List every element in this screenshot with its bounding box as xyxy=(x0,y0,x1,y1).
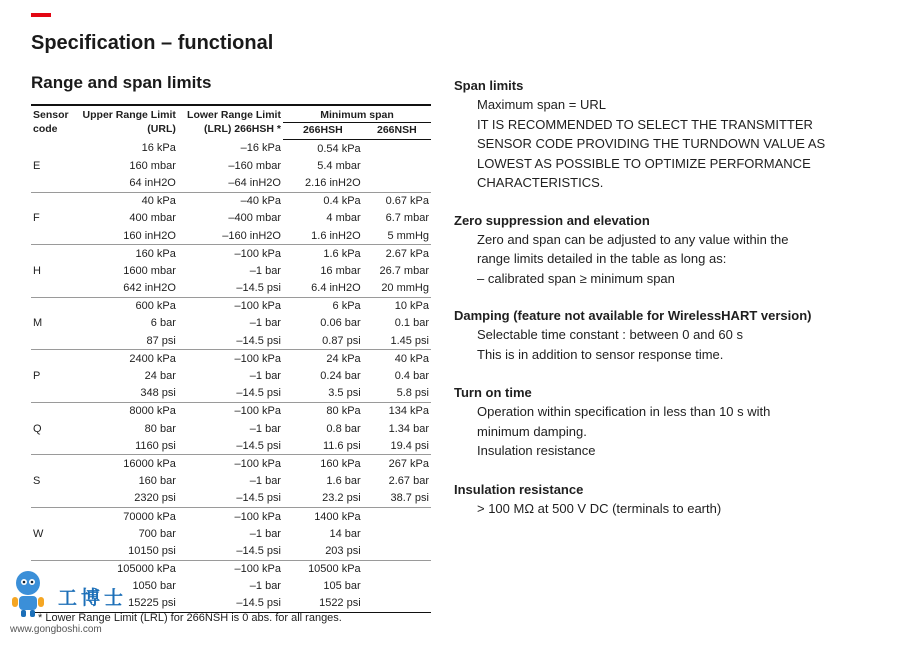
table-row xyxy=(31,455,431,473)
cell-sensor-code: S xyxy=(33,475,41,488)
cell-min-266hsh: 6 kPa xyxy=(283,297,363,315)
table-row xyxy=(31,525,431,542)
cell-min-266nsh xyxy=(363,560,431,578)
cell-min-266hsh: 24 kPa xyxy=(283,350,363,368)
cell-lrl: –14.5 psi xyxy=(236,334,281,347)
cell-min-266nsh: 40 kPa xyxy=(363,350,431,368)
cell-url: 2400 kPa xyxy=(75,350,178,368)
cell-sensor-code xyxy=(31,297,75,315)
cell-lrl: –100 kPa xyxy=(178,560,283,578)
cell-min-266nsh: 267 kPa xyxy=(363,455,431,473)
cell-sensor-code xyxy=(31,490,75,508)
cell-sensor-code xyxy=(31,437,75,455)
text-line: Insulation resistance xyxy=(477,443,596,458)
table-row xyxy=(31,402,431,420)
cell-lrl: –14.5 psi xyxy=(236,439,281,452)
cell-lrl: –100 kPa xyxy=(178,455,283,473)
cell-min-266hsh: 2.16 inH2O xyxy=(305,176,361,189)
cell-lrl: –100 kPa xyxy=(178,245,283,263)
cell-min-266nsh: 134 kPa xyxy=(363,402,431,420)
cell-min-266hsh: 105 bar xyxy=(323,580,361,593)
cell-sensor-code xyxy=(31,245,75,263)
table-row xyxy=(31,174,431,192)
turn-on-time-section xyxy=(454,383,874,461)
cell-url: 105000 kPa xyxy=(75,560,178,578)
section-title: Range and span limits xyxy=(31,73,212,92)
table-row xyxy=(31,315,431,332)
cell-url: 15225 psi xyxy=(75,595,178,613)
page-title: Specification – functional xyxy=(31,32,274,54)
insulation-heading: Insulation resistance xyxy=(454,481,584,497)
table-row xyxy=(31,367,431,384)
cell-min-266nsh: 0.1 bar xyxy=(394,317,429,330)
accent-bar xyxy=(31,13,51,17)
cell-url: 348 psi xyxy=(140,387,176,400)
cell-min-266hsh: 160 kPa xyxy=(283,455,363,473)
cell-url: 160 bar xyxy=(138,475,176,488)
cell-min-266nsh: 20 mmHg xyxy=(381,282,429,295)
watermark-chinese: 工博士 xyxy=(58,588,128,609)
header-266nsh: 266NSH xyxy=(363,123,431,140)
cell-lrl: –1 bar xyxy=(249,475,281,488)
cell-min-266hsh: 4 mbar xyxy=(326,212,361,225)
cell-lrl: –16 kPa xyxy=(240,142,281,155)
turn-on-time-heading: Turn on time xyxy=(454,385,532,400)
cell-min-266nsh: 2.67 kPa xyxy=(363,245,431,263)
cell-url: 642 inH2O xyxy=(123,282,176,295)
cell-url: 8000 kPa xyxy=(75,402,178,420)
cell-min-266nsh: 26.7 mbar xyxy=(379,264,429,277)
cell-min-266hsh: 14 bar xyxy=(329,527,361,540)
cell-sensor-code: E xyxy=(33,159,41,172)
cell-min-266hsh: 0.24 bar xyxy=(320,370,361,383)
cell-min-266hsh: 0.8 bar xyxy=(326,422,361,435)
cell-sensor-code: Q xyxy=(33,422,42,435)
header-url: Upper Range Limit (URL) xyxy=(75,105,178,140)
cell-url: 2320 psi xyxy=(134,492,176,505)
cell-lrl: –1 bar xyxy=(249,370,281,383)
cell-sensor-code xyxy=(31,507,75,525)
cell-sensor-code xyxy=(31,140,75,158)
cell-lrl: –100 kPa xyxy=(178,507,283,525)
cell-min-266hsh: 1400 kPa xyxy=(283,507,363,525)
table-row xyxy=(31,210,431,227)
cell-lrl: –1 bar xyxy=(249,527,281,540)
cell-url: 16000 kPa xyxy=(75,455,178,473)
table-row xyxy=(31,490,431,508)
cell-min-266hsh: 3.5 psi xyxy=(328,387,361,400)
table-row xyxy=(31,140,431,158)
cell-min-266nsh: 1.45 psi xyxy=(390,334,429,347)
cell-min-266nsh xyxy=(363,157,431,174)
span-limits-text xyxy=(477,95,874,193)
cell-min-266hsh: 10500 kPa xyxy=(283,560,363,578)
cell-min-266nsh: 5.8 psi xyxy=(396,387,429,400)
cell-min-266nsh: 19.4 psi xyxy=(390,439,429,452)
cell-min-266hsh: 1522 psi xyxy=(283,595,363,613)
cell-sensor-code xyxy=(31,280,75,298)
text-line: CHARACTERISTICS. xyxy=(477,175,604,190)
table-row xyxy=(31,507,431,525)
table-footnote: * Lower Range Limit (LRL) for 266NSH is 0 abs. for all ranges. xyxy=(38,612,342,624)
cell-lrl: –100 kPa xyxy=(178,297,283,315)
table-row xyxy=(31,280,431,298)
damping-section xyxy=(454,306,874,364)
cell-lrl: –400 mbar xyxy=(228,212,281,225)
table-row xyxy=(31,227,431,245)
cell-sensor-code xyxy=(31,385,75,403)
cell-url: 16 kPa xyxy=(141,142,176,155)
text-line: SENSOR CODE PROVIDING THE TURNDOWN VALUE AS xyxy=(477,136,826,151)
cell-min-266hsh: 11.6 psi xyxy=(322,439,361,452)
cell-sensor-code: W xyxy=(33,527,44,540)
watermark xyxy=(10,567,160,645)
header-sensor-code: Sensor code xyxy=(31,105,75,140)
table-row xyxy=(31,542,431,560)
cell-min-266hsh: 203 psi xyxy=(325,544,361,557)
cell-min-266nsh: 1.34 bar xyxy=(388,422,429,435)
table-row xyxy=(31,192,431,210)
cell-sensor-code xyxy=(31,455,75,473)
turn-on-time-text xyxy=(477,402,874,461)
cell-url: 160 inH2O xyxy=(123,229,176,242)
cell-url: 40 kPa xyxy=(75,192,178,210)
cell-url: 1600 mbar xyxy=(123,264,176,277)
cell-sensor-code: F xyxy=(33,212,40,225)
cell-url: 400 mbar xyxy=(129,212,176,225)
header-lrl: Lower Range Limit (LRL) 266HSH * xyxy=(178,105,283,140)
zero-suppression-section xyxy=(454,211,874,289)
cell-min-266nsh: 0.67 kPa xyxy=(363,192,431,210)
cell-sensor-code xyxy=(31,192,75,210)
right-column xyxy=(454,76,874,518)
cell-min-266nsh xyxy=(363,542,431,560)
cell-min-266nsh: 2.67 bar xyxy=(388,475,429,488)
text-line: IT IS RECOMMENDED TO SELECT THE TRANSMITTER xyxy=(477,116,813,132)
cell-sensor-code: M xyxy=(33,317,43,330)
cell-url: 160 kPa xyxy=(75,245,178,263)
cell-url: 10150 psi xyxy=(128,544,176,557)
text-line: minimum damping. xyxy=(477,423,587,439)
cell-sensor-code xyxy=(31,402,75,420)
cell-min-266hsh: 0.4 kPa xyxy=(283,192,363,210)
watermark-url: www.gongboshi.com xyxy=(10,624,102,635)
table-row xyxy=(31,473,431,490)
cell-min-266hsh: 16 mbar xyxy=(320,264,361,277)
cell-sensor-code xyxy=(31,350,75,368)
cell-min-266nsh: 10 kPa xyxy=(363,297,431,315)
table-row xyxy=(31,385,431,403)
cell-url: 80 bar xyxy=(144,422,176,435)
cell-min-266hsh: 0.87 psi xyxy=(322,334,361,347)
cell-sensor-code: H xyxy=(33,264,41,277)
cell-min-266hsh: 1.6 kPa xyxy=(283,245,363,263)
zero-suppression-text xyxy=(477,230,874,289)
cell-lrl: –14.5 psi xyxy=(236,282,281,295)
cell-min-266nsh: 0.4 bar xyxy=(394,370,429,383)
header-266hsh: 266HSH xyxy=(283,123,363,140)
text-line: Maximum span = URL xyxy=(477,97,606,112)
span-limits-section xyxy=(454,76,874,193)
insulation-section xyxy=(454,480,874,519)
cell-url: 600 kPa xyxy=(75,297,178,315)
cell-min-266nsh xyxy=(363,525,431,542)
cell-min-266nsh xyxy=(363,578,431,595)
text-line: Selectable time constant : between 0 and 60 s xyxy=(477,327,743,342)
cell-url: 160 mbar xyxy=(129,159,176,172)
cell-min-266hsh: 0.06 bar xyxy=(320,317,361,330)
insulation-text xyxy=(477,499,874,519)
table-body xyxy=(31,140,431,613)
span-limits-heading: Span limits xyxy=(454,78,524,93)
cell-min-266nsh xyxy=(363,595,431,613)
cell-lrl: –14.5 psi xyxy=(236,387,281,400)
cell-min-266hsh: 6.4 inH2O xyxy=(311,282,361,295)
cell-min-266hsh: 5.4 mbar xyxy=(317,159,361,172)
cell-min-266nsh: 5 mmHg xyxy=(387,229,429,242)
cell-url: 700 bar xyxy=(138,527,176,540)
table-row xyxy=(31,262,431,279)
cell-url: 1050 bar xyxy=(132,580,176,593)
cell-url: 64 inH2O xyxy=(129,176,176,189)
text-line: – calibrated span ≥ minimum span xyxy=(477,270,675,286)
table-row xyxy=(31,297,431,315)
cell-min-266nsh xyxy=(363,174,431,192)
mascot-logo-icon xyxy=(10,567,46,619)
cell-lrl: –1 bar xyxy=(249,580,281,593)
cell-sensor-code xyxy=(31,542,75,560)
cell-min-266hsh: 1.6 inH2O xyxy=(311,229,361,242)
cell-min-266nsh: 6.7 mbar xyxy=(385,212,429,225)
text-line: > 100 MΩ at 500 V DC (terminals to earth) xyxy=(477,500,722,516)
cell-min-266hsh: 1.6 bar xyxy=(326,475,361,488)
cell-lrl: –14.5 psi xyxy=(236,544,281,557)
zero-suppression-heading: Zero suppression and elevation xyxy=(454,212,650,228)
cell-lrl: –160 mbar xyxy=(228,159,281,172)
damping-heading: Damping (feature not available for WirelessHART version) xyxy=(454,308,812,323)
cell-sensor-code: P xyxy=(33,370,41,383)
cell-sensor-code xyxy=(31,332,75,350)
text-line: Operation within specification in less than 10 s with xyxy=(477,404,771,419)
text-line: LOWEST AS POSSIBLE TO OPTIMIZE PERFORMANCE xyxy=(477,155,811,171)
cell-min-266hsh: 80 kPa xyxy=(283,402,363,420)
cell-min-266nsh xyxy=(363,507,431,525)
table-row xyxy=(31,437,431,455)
cell-sensor-code xyxy=(31,174,75,192)
cell-url: 70000 kPa xyxy=(75,507,178,525)
cell-url: 87 psi xyxy=(146,334,176,347)
table-row xyxy=(31,350,431,368)
table-row xyxy=(31,157,431,174)
text-line: Zero and span can be adjusted to any value within the xyxy=(477,231,789,247)
cell-lrl: –100 kPa xyxy=(178,350,283,368)
table-row xyxy=(31,245,431,263)
cell-lrl: –14.5 psi xyxy=(236,492,281,505)
cell-min-266hsh: 0.54 kPa xyxy=(317,142,361,155)
table-row xyxy=(31,332,431,350)
cell-lrl: –1 bar xyxy=(249,317,281,330)
cell-min-266hsh: 23.2 psi xyxy=(322,492,361,505)
text-line: range limits detailed in the table as long as: xyxy=(477,251,727,266)
cell-lrl: –160 inH2O xyxy=(222,229,281,242)
cell-lrl: –100 kPa xyxy=(178,402,283,420)
range-span-table xyxy=(31,104,431,613)
cell-lrl: –1 bar xyxy=(249,422,281,435)
cell-lrl: –40 kPa xyxy=(178,192,283,210)
cell-url: 6 bar xyxy=(150,317,176,330)
text-line: This is in addition to sensor response time. xyxy=(477,346,724,362)
cell-min-266nsh xyxy=(363,140,431,158)
cell-sensor-code xyxy=(31,227,75,245)
damping-text xyxy=(477,325,874,364)
cell-lrl: –1 bar xyxy=(249,264,281,277)
table-header-row xyxy=(31,105,431,123)
cell-url: 24 bar xyxy=(144,370,176,383)
cell-url: 1160 psi xyxy=(135,439,176,452)
cell-lrl: –14.5 psi xyxy=(178,595,283,613)
cell-lrl: –64 inH2O xyxy=(228,176,281,189)
header-minimum-span: Minimum span xyxy=(283,105,431,123)
cell-min-266nsh: 38.7 psi xyxy=(390,492,429,505)
table-row xyxy=(31,420,431,437)
